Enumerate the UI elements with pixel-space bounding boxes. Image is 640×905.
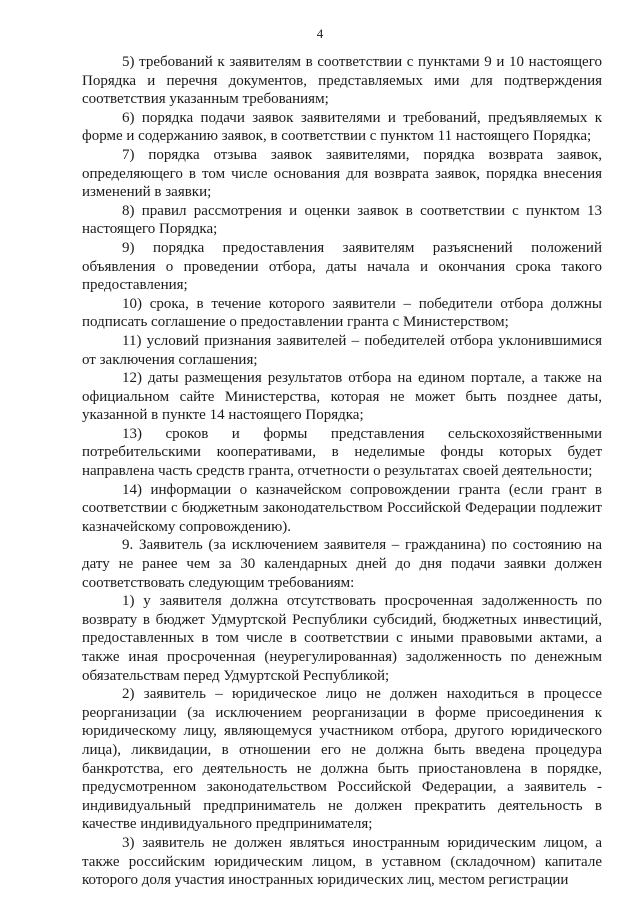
paragraph-item-12: 12) даты размещения результатов отбора на едином портале, а также на официальном сайте Министерства, которая не может быть позднее даты, указанной в пункте 14 настоящего Порядка; [82, 370, 602, 424]
paragraph-item-11: 11) условий признания заявителей – победителей отбора уклонившимися от заключения соглашения; [82, 332, 602, 368]
paragraph-item-14: 14) информации о казначейском сопровождении гранта (если грант в соответствии с бюджетным законодательством Российской Федерации подлежит казначейскому сопровождению). [82, 481, 602, 535]
paragraph-item-8: 8) правил рассмотрения и оценки заявок в соответствии с пунктом 13 настоящего Порядка; [82, 202, 602, 238]
requirement-3: 3) заявитель не должен являться иностранным юридическим лицом, а также российским юридическим лицом, в уставном (складочном) капитале которого доля участия иностранных юридических лиц, местом регистрации [82, 834, 602, 889]
page-number: 4 [316, 26, 324, 41]
paragraph-item-10: 10) срока, в течение которого заявители – победители отбора должны подписать соглашение о предоставлении гранта с Министерством; [82, 295, 602, 331]
paragraph-item-7: 7) порядка отзыва заявок заявителями, порядка возврата заявок, определяющего в том числе основания для возврата заявок, порядка внесения изменений в заявки; [82, 146, 602, 201]
clause-9-intro: 9. Заявитель (за исключением заявителя – гражданина) по состоянию на дату не ранее чем за 30 календарных дней до дня подачи заявки должен соответствовать следующим требованиям: [82, 537, 602, 591]
requirement-1: 1) у заявителя должна отсутствовать просроченная задолженность по возврату в бюджет Удмуртской Республики субсидий, бюджетных инвестиций, предоставленных в том числе в соответствии с иными правовыми актами, а также иная просроченная (неурегулированная) задолженность по денежным обязательствам перед Удмуртской Республикой; [82, 593, 602, 684]
paragraph-item-9: 9) порядка предоставления заявителям разъяснений положений объявления о проведении отбора, даты начала и окончания срока такого предоставления; [82, 239, 602, 294]
paragraph-item-5: 5) требований к заявителям в соответствии с пунктами 9 и 10 настоящего Порядка и перечня документов, представляемых ими для подтверждения соответствия указанным требованиям; [82, 54, 602, 108]
document-body [82, 53, 602, 890]
paragraph-item-6: 6) порядка подачи заявок заявителями и требований, предъявляемых к форме и содержанию заявок, в соответствии с пунктом 11 настоящего Порядка; [82, 109, 602, 145]
requirement-2: 2) заявитель – юридическое лицо не должен находиться в процессе реорганизации (за исключением реорганизации в форме присоединения к юридическому лицу, являющемуся участником отбора, другого юридического лица), ликвидации, в отношении его не должна быть введена процедура банкротства, его деятельность не должна быть приостановлена в порядке, предусмотренном законодательством Российской Федерации, а заявитель - индивидуальный предприниматель не должен прекратить деятельность в качестве индивидуального предпринимателя; [82, 686, 602, 833]
paragraph-item-13: 13) сроков и формы представления сельскохозяйственными потребительскими кооперативами, в неделимые фонды которых будет направлена часть средств гранта, отчетности о результатах своей деятельности; [82, 425, 602, 480]
